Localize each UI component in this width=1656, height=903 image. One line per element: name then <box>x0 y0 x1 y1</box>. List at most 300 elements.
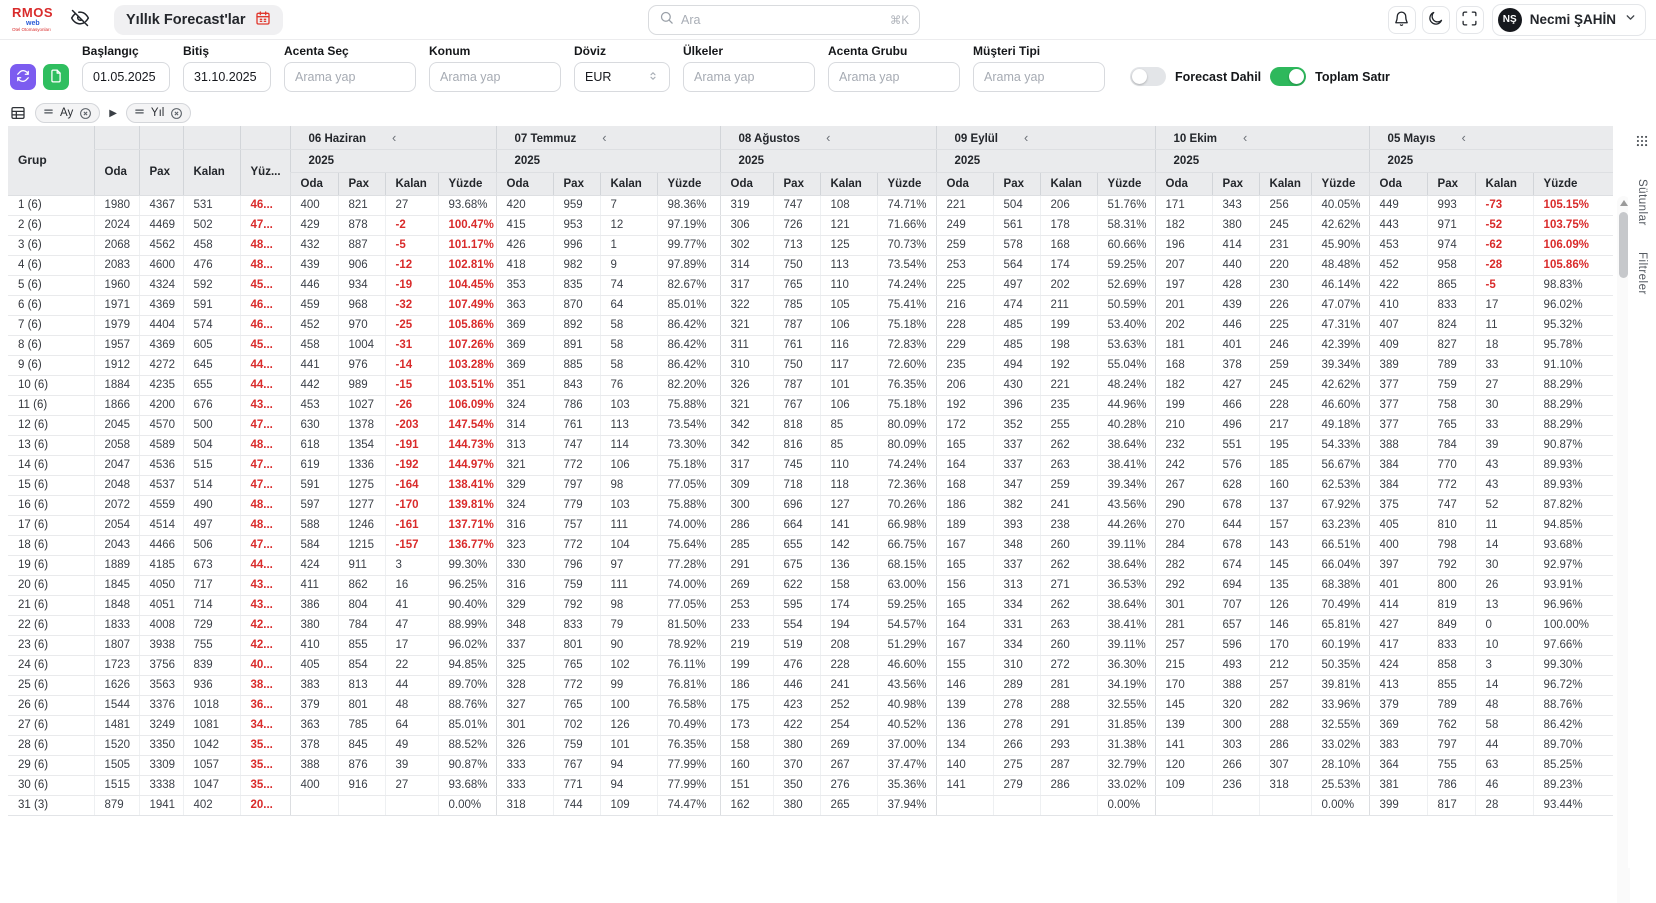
drag-handle-icon <box>43 106 54 120</box>
data-cell: 64 <box>385 715 438 735</box>
total-cell: 48... <box>240 255 290 275</box>
data-cell: 106.09% <box>1533 235 1613 255</box>
data-cell: 726 <box>773 215 820 235</box>
data-cell: 40.52% <box>877 715 936 735</box>
scrollbar-thumb[interactable] <box>1619 212 1628 278</box>
data-cell: 342 <box>720 435 773 455</box>
year-header: 2025 <box>290 149 496 172</box>
data-cell: 230 <box>1259 275 1311 295</box>
notifications-button[interactable] <box>1388 6 1416 34</box>
data-cell: 228 <box>936 315 993 335</box>
group-cell: 7 (6) <box>8 315 94 335</box>
data-cell: 66.75% <box>877 535 936 555</box>
agency-group-input[interactable] <box>828 62 960 92</box>
data-cell: 142 <box>820 535 877 555</box>
data-cell: 291 <box>1040 715 1097 735</box>
data-cell: 51.76% <box>1097 195 1155 215</box>
group-cell: 15 (6) <box>8 475 94 495</box>
column-header[interactable]: Pax <box>773 172 820 195</box>
column-header[interactable]: Yüzde <box>877 172 936 195</box>
data-cell: 75.88% <box>657 495 720 515</box>
data-cell: 275 <box>993 755 1040 775</box>
data-cell: 85.01% <box>438 715 496 735</box>
data-cell: 90.87% <box>1533 435 1613 455</box>
remove-group-icon[interactable] <box>79 107 92 120</box>
data-cell: 135 <box>1259 575 1311 595</box>
column-header[interactable]: Pax <box>338 172 385 195</box>
data-cell: 96.72% <box>1533 675 1613 695</box>
column-header[interactable]: Pax <box>553 172 600 195</box>
data-cell: 60.66% <box>1097 235 1155 255</box>
start-date-input[interactable] <box>82 62 170 92</box>
data-cell: 113 <box>600 415 657 435</box>
column-header[interactable]: Oda <box>1155 172 1212 195</box>
data-cell: 363 <box>290 715 338 735</box>
total-column-header[interactable]: Pax <box>139 149 183 195</box>
total-cell: 1957 <box>94 335 139 355</box>
column-header[interactable]: Kalan <box>1475 172 1533 195</box>
table-row[interactable] <box>8 255 1613 275</box>
refresh-button[interactable] <box>10 64 36 90</box>
data-cell: 11 <box>1475 515 1533 535</box>
data-cell: 813 <box>338 675 385 695</box>
table-row[interactable] <box>8 635 1613 655</box>
data-cell: 30 <box>1475 395 1533 415</box>
data-cell: 789 <box>1427 355 1475 375</box>
data-cell: 97.89% <box>657 255 720 275</box>
table-row[interactable] <box>8 655 1613 675</box>
group-cell: 2 (6) <box>8 215 94 235</box>
search-input[interactable] <box>681 13 883 27</box>
data-cell: 982 <box>553 255 600 275</box>
group-cell: 3 (6) <box>8 235 94 255</box>
data-cell: 118 <box>820 475 877 495</box>
data-cell: 588 <box>290 515 338 535</box>
table-row[interactable] <box>8 195 1613 215</box>
currency-field <box>574 44 670 92</box>
data-cell: 216 <box>936 295 993 315</box>
hide-panel-button[interactable] <box>66 6 94 34</box>
data-cell: 242 <box>1155 455 1212 475</box>
data-cell: 428 <box>1212 275 1259 295</box>
data-cell: 89.23% <box>1533 775 1613 795</box>
data-cell: -5 <box>385 235 438 255</box>
dots-grid-icon[interactable] <box>1635 134 1649 153</box>
total-cell: 1884 <box>94 375 139 395</box>
data-cell: 56.67% <box>1311 455 1369 475</box>
data-cell: 88.52% <box>438 735 496 755</box>
data-cell: 787 <box>773 375 820 395</box>
data-cell: 798 <box>1427 535 1475 555</box>
month-header[interactable]: 06 Haziran ‹ <box>290 126 496 149</box>
data-cell: 630 <box>290 415 338 435</box>
column-header[interactable]: Yüzde <box>1097 172 1155 195</box>
table-row[interactable] <box>8 595 1613 615</box>
column-header[interactable]: Kalan <box>600 172 657 195</box>
total-cell: 3309 <box>139 755 183 775</box>
data-cell: 420 <box>496 195 553 215</box>
group-cell: 4 (6) <box>8 255 94 275</box>
data-cell: 324 <box>496 495 553 515</box>
table-row[interactable] <box>8 575 1613 595</box>
group-cell: 10 (6) <box>8 375 94 395</box>
data-cell: 164 <box>936 455 993 475</box>
table-row[interactable] <box>8 375 1613 395</box>
data-cell: 72.36% <box>877 475 936 495</box>
data-cell: 39 <box>1475 435 1533 455</box>
data-cell: 88.76% <box>438 695 496 715</box>
data-cell: -31 <box>385 335 438 355</box>
fullscreen-button[interactable] <box>1456 6 1484 34</box>
data-cell: 73.30% <box>657 435 720 455</box>
end-date-input[interactable] <box>183 62 271 92</box>
data-cell: 263 <box>1040 455 1097 475</box>
data-cell: 94.85% <box>438 655 496 675</box>
data-cell: 91.10% <box>1533 355 1613 375</box>
data-cell: -32 <box>385 295 438 315</box>
column-header[interactable]: Yüzde <box>438 172 496 195</box>
data-cell: 307 <box>1259 755 1311 775</box>
collapse-month-icon[interactable]: ‹ <box>1024 129 1029 145</box>
data-cell: 28.10% <box>1311 755 1369 775</box>
group-chip-year[interactable] <box>126 103 191 123</box>
table-row[interactable] <box>8 275 1613 295</box>
data-cell: 44 <box>1475 735 1533 755</box>
tab-filters[interactable]: Filtreler <box>1636 251 1648 295</box>
data-cell: 48 <box>1475 695 1533 715</box>
table-row[interactable] <box>8 315 1613 335</box>
table-row[interactable] <box>8 335 1613 355</box>
data-cell: 400 <box>290 775 338 795</box>
total-cell: 1807 <box>94 635 139 655</box>
data-cell: 70.49% <box>1311 595 1369 615</box>
data-cell: 311 <box>720 335 773 355</box>
total-cell: 531 <box>183 195 240 215</box>
data-cell: 111 <box>600 575 657 595</box>
data-cell: 326 <box>720 375 773 395</box>
data-cell: 321 <box>720 315 773 335</box>
data-cell: 77.28% <box>657 555 720 575</box>
group-chip-month[interactable] <box>35 103 100 123</box>
data-cell: 93.68% <box>438 195 496 215</box>
data-cell: 321 <box>496 455 553 475</box>
table-row[interactable] <box>8 535 1613 555</box>
data-cell: 42.62% <box>1311 215 1369 235</box>
data-cell: 151 <box>720 775 773 795</box>
agency-input[interactable] <box>284 62 416 92</box>
data-cell: 316 <box>496 515 553 535</box>
data-cell: 833 <box>553 615 600 635</box>
data-cell: 96.25% <box>438 575 496 595</box>
start-date-field <box>82 44 170 92</box>
data-cell: 32.79% <box>1097 755 1155 775</box>
data-cell: 74.00% <box>657 515 720 535</box>
table-row[interactable] <box>8 415 1613 435</box>
total-cell: 2054 <box>94 515 139 535</box>
data-cell: 713 <box>773 235 820 255</box>
currency-label: Döviz <box>574 44 607 58</box>
data-cell: 255 <box>1040 415 1097 435</box>
month-header[interactable]: 08 Ağustos ‹ <box>720 126 936 149</box>
data-cell: 228 <box>1259 395 1311 415</box>
user-menu[interactable] <box>1492 4 1646 36</box>
data-cell: 225 <box>1259 315 1311 335</box>
total-cell: 4235 <box>139 375 183 395</box>
data-cell: -192 <box>385 455 438 475</box>
collapse-month-icon[interactable]: ‹ <box>826 129 831 145</box>
data-cell: 198 <box>1040 335 1097 355</box>
data-cell: 93.44% <box>1533 795 1613 815</box>
total-cell: 673 <box>183 555 240 575</box>
data-cell: 98.83% <box>1533 275 1613 295</box>
total-column-header[interactable]: Kalan <box>183 149 240 195</box>
total-column-header[interactable]: Yüz... <box>240 149 290 195</box>
data-cell: 772 <box>553 675 600 695</box>
data-cell: 628 <box>1212 475 1259 495</box>
table-row[interactable] <box>8 775 1613 795</box>
data-cell: 58 <box>600 315 657 335</box>
table-row[interactable] <box>8 395 1613 415</box>
data-cell: 770 <box>1427 455 1475 475</box>
collapse-month-icon[interactable]: ‹ <box>1461 129 1466 145</box>
data-cell: 401 <box>1369 575 1427 595</box>
total-cell: 44... <box>240 355 290 375</box>
table-row[interactable] <box>8 235 1613 255</box>
data-cell: 958 <box>1427 255 1475 275</box>
data-cell: 876 <box>338 755 385 775</box>
data-cell: 17 <box>385 635 438 655</box>
data-cell: 418 <box>496 255 553 275</box>
page-title-chip[interactable] <box>114 5 283 35</box>
total-cell: 4367 <box>139 195 183 215</box>
data-cell: 145 <box>1259 555 1311 575</box>
data-cell: 156 <box>936 575 993 595</box>
total-cell: 4536 <box>139 455 183 475</box>
data-cell: 44.26% <box>1097 515 1155 535</box>
data-cell: 561 <box>993 215 1040 235</box>
column-header[interactable]: Kalan <box>1040 172 1097 195</box>
data-cell: 73.54% <box>657 415 720 435</box>
dark-mode-button[interactable] <box>1422 6 1450 34</box>
table-row[interactable] <box>8 455 1613 475</box>
total-row-toggle[interactable] <box>1270 67 1306 86</box>
data-cell: 765 <box>1427 415 1475 435</box>
data-cell: 67.92% <box>1311 495 1369 515</box>
column-header[interactable]: Pax <box>993 172 1040 195</box>
table-row[interactable] <box>8 295 1613 315</box>
data-cell: 32.55% <box>1097 695 1155 715</box>
data-cell: 996 <box>553 235 600 255</box>
column-header[interactable]: Oda <box>1369 172 1427 195</box>
table-grid-icon[interactable] <box>10 105 26 121</box>
table-row[interactable] <box>8 695 1613 715</box>
total-cell: 2068 <box>94 235 139 255</box>
table-row[interactable] <box>8 475 1613 495</box>
data-cell: 110 <box>820 275 877 295</box>
data-cell: 976 <box>338 355 385 375</box>
customer-type-input[interactable] <box>973 62 1105 92</box>
calendar-icon <box>255 10 271 30</box>
location-input[interactable] <box>429 62 561 92</box>
table-row[interactable] <box>8 515 1613 535</box>
data-cell: 399 <box>1369 795 1427 815</box>
data-cell: 887 <box>338 235 385 255</box>
group-cell: 12 (6) <box>8 415 94 435</box>
table-row[interactable] <box>8 675 1613 695</box>
data-cell: 46 <box>1475 775 1533 795</box>
column-header[interactable]: Oda <box>936 172 993 195</box>
group-cell: 13 (6) <box>8 435 94 455</box>
column-header[interactable]: Pax <box>1427 172 1475 195</box>
data-cell: 351 <box>496 375 553 395</box>
data-cell: 245 <box>1259 215 1311 235</box>
data-cell: 76.58% <box>657 695 720 715</box>
column-header[interactable]: Yüzde <box>657 172 720 195</box>
data-cell: 136 <box>820 555 877 575</box>
data-cell: 254 <box>820 715 877 735</box>
currency-select[interactable] <box>574 62 670 92</box>
total-cell: 497 <box>183 515 240 535</box>
spacer-cell <box>139 126 183 149</box>
data-cell <box>993 795 1040 815</box>
data-cell: 174 <box>1040 255 1097 275</box>
data-cell: 260 <box>1040 635 1097 655</box>
forecast-toggle[interactable] <box>1130 67 1166 86</box>
data-cell: 64 <box>600 295 657 315</box>
data-cell: 167 <box>936 535 993 555</box>
group-cell: 29 (6) <box>8 755 94 775</box>
data-cell: 618 <box>290 435 338 455</box>
table-row[interactable] <box>8 795 1613 815</box>
total-cell: 4537 <box>139 475 183 495</box>
data-cell: 331 <box>993 615 1040 635</box>
data-cell: 380 <box>1212 215 1259 235</box>
data-cell: 236 <box>1212 775 1259 795</box>
data-cell: 72.83% <box>877 335 936 355</box>
total-cell: 42... <box>240 615 290 635</box>
spacer-cell <box>183 126 240 149</box>
data-cell: 99 <box>600 675 657 695</box>
table-row[interactable] <box>8 615 1613 635</box>
customer-type-label: Müşteri Tipi <box>973 44 1041 58</box>
month-header[interactable]: 05 Mayıs ‹ <box>1369 126 1613 149</box>
month-header[interactable]: 10 Ekim ‹ <box>1155 126 1369 149</box>
data-cell: 276 <box>820 775 877 795</box>
data-cell: 772 <box>1427 475 1475 495</box>
data-cell: 99.30% <box>438 555 496 575</box>
data-cell: 377 <box>1369 415 1427 435</box>
data-cell: 865 <box>1427 275 1475 295</box>
column-header[interactable]: Kalan <box>1259 172 1311 195</box>
data-cell: 58 <box>600 355 657 375</box>
total-cell: 35... <box>240 775 290 795</box>
data-cell: 144.73% <box>438 435 496 455</box>
total-column-header[interactable]: Oda <box>94 149 139 195</box>
data-cell: 303 <box>1212 735 1259 755</box>
data-cell: 16 <box>385 575 438 595</box>
data-cell: 747 <box>1427 495 1475 515</box>
table-row[interactable] <box>8 735 1613 755</box>
data-cell: 106.09% <box>438 395 496 415</box>
data-cell: 317 <box>720 455 773 475</box>
total-cell: 48... <box>240 495 290 515</box>
table-row[interactable] <box>8 435 1613 455</box>
column-header[interactable]: Oda <box>720 172 773 195</box>
total-cell: 47... <box>240 455 290 475</box>
total-cell: 4369 <box>139 295 183 315</box>
table-row[interactable] <box>8 215 1613 235</box>
column-header[interactable]: Kalan <box>385 172 438 195</box>
collapse-month-icon[interactable]: ‹ <box>602 129 607 145</box>
total-cell: 504 <box>183 435 240 455</box>
data-cell: 104 <box>600 535 657 555</box>
data-cell: 452 <box>290 315 338 335</box>
side-panel-strip <box>1628 108 1656 868</box>
data-cell: 195 <box>1259 435 1311 455</box>
data-cell: 396 <box>993 395 1040 415</box>
data-cell: 22 <box>385 655 438 675</box>
export-button[interactable] <box>43 64 69 90</box>
data-cell: 843 <box>553 375 600 395</box>
data-cell: 267 <box>1155 475 1212 495</box>
column-header[interactable]: Kalan <box>820 172 877 195</box>
total-cell: 1626 <box>94 675 139 695</box>
remove-group-icon[interactable] <box>170 107 183 120</box>
data-cell: 27 <box>385 195 438 215</box>
forecast-grid-area <box>0 126 1656 816</box>
month-header[interactable]: 09 Eylül ‹ <box>936 126 1155 149</box>
data-cell: 3 <box>1475 655 1533 675</box>
total-cell: 490 <box>183 495 240 515</box>
data-cell: 519 <box>773 635 820 655</box>
data-cell: 111 <box>600 515 657 535</box>
table-row[interactable] <box>8 715 1613 735</box>
column-header[interactable]: Pax <box>1212 172 1259 195</box>
data-cell: 55.04% <box>1097 355 1155 375</box>
data-cell: 342 <box>720 415 773 435</box>
data-cell: 765 <box>553 695 600 715</box>
global-search[interactable] <box>648 5 920 35</box>
table-row[interactable] <box>8 755 1613 775</box>
column-header[interactable]: Yüzde <box>1311 172 1369 195</box>
data-cell: 551 <box>1212 435 1259 455</box>
column-header[interactable]: Oda <box>290 172 338 195</box>
countries-input[interactable] <box>683 62 815 92</box>
month-header[interactable]: 07 Temmuz ‹ <box>496 126 720 149</box>
column-header[interactable]: Yüzde <box>1533 172 1613 195</box>
data-cell: 76.35% <box>877 375 936 395</box>
data-cell: 141 <box>820 515 877 535</box>
data-cell: 189 <box>936 515 993 535</box>
data-cell: 796 <box>553 555 600 575</box>
tab-columns[interactable]: Sütunlar <box>1636 179 1648 226</box>
data-cell: 76.35% <box>657 735 720 755</box>
total-row-toggle-label: Toplam Satır <box>1315 69 1390 84</box>
data-cell: 74.47% <box>657 795 720 815</box>
total-cell: 4514 <box>139 515 183 535</box>
collapse-month-icon[interactable]: ‹ <box>1243 129 1248 145</box>
table-row[interactable] <box>8 495 1613 515</box>
table-row[interactable] <box>8 555 1613 575</box>
scroll-up-icon[interactable] <box>1620 200 1628 206</box>
collapse-month-icon[interactable]: ‹ <box>392 129 397 145</box>
fullscreen-icon <box>1461 10 1478 30</box>
data-cell: 206 <box>1040 195 1097 215</box>
total-cell: 755 <box>183 635 240 655</box>
table-row[interactable] <box>8 355 1613 375</box>
data-cell: 1336 <box>338 455 385 475</box>
column-header[interactable]: Oda <box>496 172 553 195</box>
